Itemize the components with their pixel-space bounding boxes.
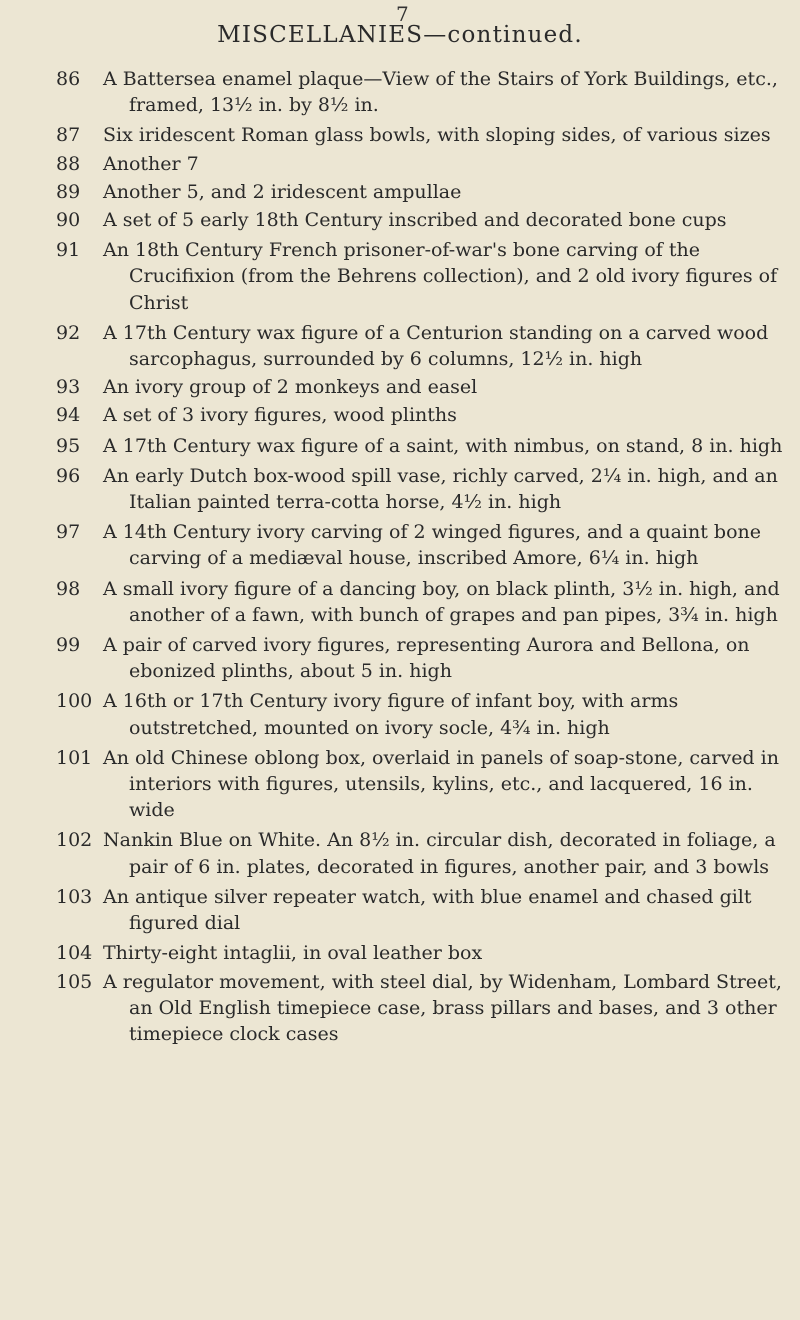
- lot-description: Another 5, and 2 iridescent ampullae: [103, 180, 462, 203]
- lot-description: A 14th Century ivory carving of 2 winged figures, and a quaint bone carving of a mediæval house, inscribed Amore, 6¼ in. high: [103, 521, 761, 570]
- lot-entry: [0, 402, 800, 428]
- lot-entry: [0, 207, 800, 233]
- lot-entry: [0, 237, 800, 316]
- section-header: MISCELLANIES—continued.: [217, 22, 583, 48]
- lot-description: A 17th Century wax figure of a Centurion standing on a carved wood sarcophagus, surrounded by 6 columns, 12½ in. high: [103, 321, 769, 371]
- lot-entry: [0, 632, 800, 684]
- lot-description: An 18th Century French prisoner-of-war's bone carving of the Crucifixion (from the Behrens collection), and 2 old ivory figures of Christ: [103, 239, 778, 314]
- lot-number: 91: [56, 239, 81, 262]
- lot-entry: [0, 940, 800, 966]
- lot-description: A set of 5 early 18th Century inscribed and decorated bone cups: [103, 209, 727, 232]
- lot-entry: [0, 122, 800, 148]
- lot-entry: [0, 519, 800, 571]
- lot-description: An antique silver repeater watch, with blue enamel and chased gilt figured dial: [103, 885, 752, 935]
- lot-description: An ivory group of 2 monkeys and easel: [103, 376, 478, 399]
- lot-description: An early Dutch box-wood spill vase, richly carved, 2¼ in. high, and an Italian painted terra-cotta horse, 4½ in. high: [103, 464, 778, 514]
- lot-number: 87: [56, 124, 81, 147]
- lot-description: Another 7: [103, 152, 199, 175]
- lot-number: 97: [56, 521, 81, 544]
- lot-number: 92: [56, 321, 81, 344]
- lot-number: 96: [56, 464, 81, 487]
- lot-description: A small ivory figure of a dancing boy, on black plinth, 3½ in. high, and another of a fawn, with bunch of grapes and pan pipes, 3¾ in. high: [103, 577, 780, 626]
- lot-entry: [0, 463, 800, 515]
- lot-number: 105: [56, 970, 93, 993]
- lot-description: Thirty-eight intaglii, in oval leather box: [103, 942, 483, 965]
- lot-number: 102: [56, 829, 93, 852]
- lot-entry: [0, 745, 800, 824]
- lot-number: 101: [56, 746, 93, 769]
- lot-description: A 17th Century wax figure of a saint, with nimbus, on stand, 8 in. high: [103, 434, 783, 457]
- lot-entry: [0, 179, 800, 205]
- lot-description: Six iridescent Roman glass bowls, with sloping sides, of various sizes: [103, 124, 771, 147]
- lot-entry: [0, 884, 800, 936]
- lot-entry: [0, 374, 800, 400]
- lot-entry: [0, 320, 800, 372]
- lot-description: A regulator movement, with steel dial, by Widenham, Lombard Street, an Old English timepiece case, brass pillars and bases, and 3 other timepiece clock cases: [103, 970, 782, 1045]
- lot-number: 88: [56, 152, 81, 175]
- lot-description: An old Chinese oblong box, overlaid in panels of soap-stone, carved in interiors with figures, utensils, kylins, etc., and lacquered, 16 in. wide: [103, 746, 779, 822]
- lot-number: 89: [56, 180, 81, 203]
- lot-entry: [0, 688, 800, 740]
- lot-number: 93: [56, 376, 81, 399]
- lot-description: A set of 3 ivory figures, wood plinths: [103, 404, 457, 427]
- lot-entry: [0, 969, 800, 1048]
- lot-entry: [0, 827, 800, 879]
- lot-description: A Battersea enamel plaque—View of the Stairs of York Buildings, etc., framed, 13½ in. by 8½ in.: [103, 68, 778, 117]
- lot-number: 104: [56, 942, 93, 965]
- lot-entry: [0, 151, 800, 177]
- lot-description: A 16th or 17th Century ivory figure of infant boy, with arms outstretched, mounted on ivory socle, 4¾ in. high: [103, 690, 679, 739]
- page-number-mark: 7: [396, 2, 409, 26]
- lot-number: 100: [56, 690, 93, 713]
- lot-number: 98: [56, 577, 81, 600]
- lot-number: 90: [56, 209, 81, 232]
- lot-number: 86: [56, 68, 81, 90]
- lot-description: A pair of carved ivory figures, representing Aurora and Bellona, on ebonized plinths, about 5 in. high: [103, 634, 750, 683]
- lot-entry: [0, 576, 800, 628]
- lot-entry: [0, 433, 800, 459]
- lot-entry: [0, 66, 800, 118]
- lot-description: Nankin Blue on White. An 8½ in. circular dish, decorated in foliage, a pair of 6 in. plates, decorated in figures, another pair, and 3 bowls: [103, 829, 776, 878]
- lot-list: [0, 66, 800, 1047]
- lot-number: 103: [56, 885, 93, 908]
- lot-number: 99: [56, 634, 81, 657]
- lot-number: 94: [56, 404, 81, 427]
- lot-number: 95: [56, 434, 81, 457]
